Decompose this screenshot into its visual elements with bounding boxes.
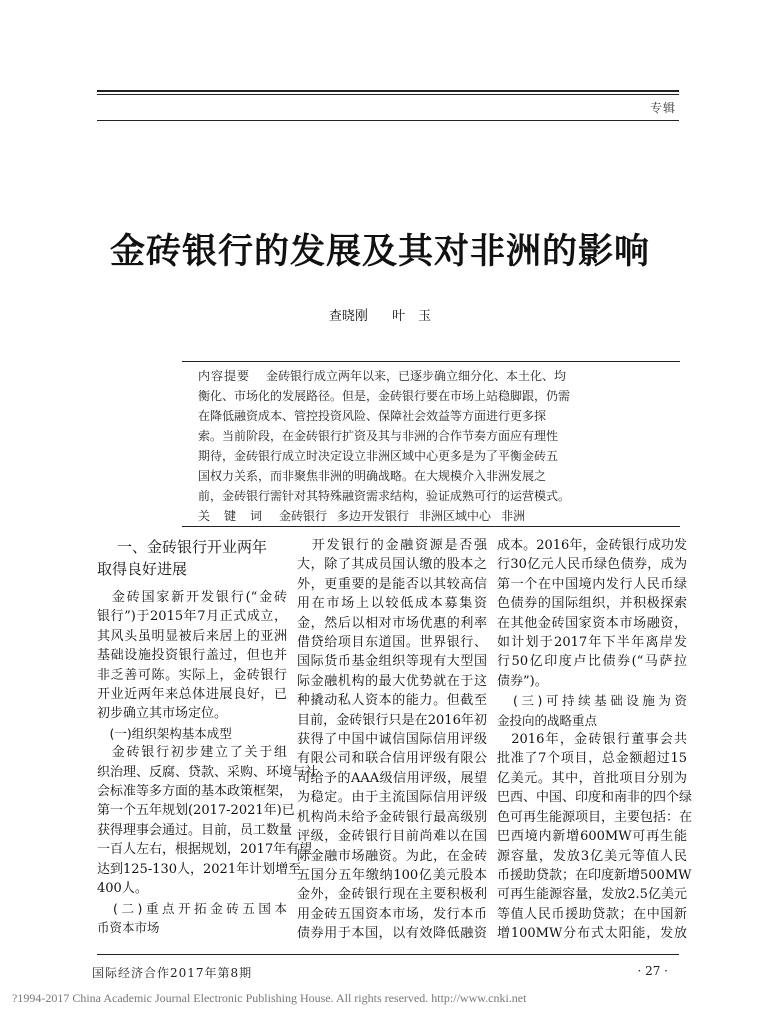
- section-heading-line: 一、金砖银行开业两年: [116, 538, 267, 556]
- body-text-line: 获得了中国中诚信国际信用评级: [297, 732, 487, 748]
- body-text-line: 巴西、中国、印度和南非的四个绿: [497, 790, 693, 806]
- body-text-line: 币援助贷款；在印度新增500MW: [497, 867, 692, 883]
- body-text-line: 外，更重要的是能否以其较高信: [297, 576, 487, 592]
- abstract-line: 期待，金砖银行成立时决定设立非洲区域中心更多是为了平衡金砖五: [198, 449, 559, 463]
- body-text-line: 金砖国家新开发银行(“金砖: [97, 590, 287, 605]
- body-text-line: 2016年，金砖银行董事会共: [497, 732, 687, 748]
- body-text-line: 为稳定。由于主流国际信用评级: [297, 790, 487, 806]
- body-text-line: 色可再生能源项目，主要包括：在: [497, 809, 693, 825]
- body-text-line: 初步确立其市场定位。: [97, 706, 228, 722]
- body-text-line: 如计划于2017年下半年离岸发: [497, 635, 687, 651]
- section-tag-underline: [97, 120, 679, 121]
- body-text-line: 司给予的AAA级信用评级，展望: [297, 770, 487, 786]
- section-tag: 专辑: [649, 101, 676, 115]
- body-column-right: [497, 536, 693, 944]
- section-heading-line: 金投向的战略重点: [497, 712, 598, 728]
- body-text-line: 第一个五年规划(2017-2021年)已: [97, 803, 295, 819]
- footer-rule: [97, 954, 679, 955]
- body-text-line: 基础设施投资银行盖过，但也并: [97, 648, 287, 664]
- authors: [0, 305, 760, 324]
- abstract: [198, 366, 580, 526]
- section-heading-line: (一)组织架构基本成型: [97, 725, 232, 741]
- keyword: 金砖银行: [279, 509, 328, 523]
- body-text-line: 批准了7个项目，总金额超过15: [497, 751, 687, 767]
- body-text-line: 开业近两年来总体进展良好，已: [97, 687, 287, 703]
- section-heading-line: 币资本市场: [97, 919, 160, 935]
- body-text-line: 大，除了其成员国认缴的股本之: [297, 557, 487, 573]
- body-text-line: 在其他金砖国家资本市场融资，: [497, 615, 687, 631]
- body-text-line: 一百人左右，根据规划，2017年有望: [97, 842, 313, 858]
- body-text-line: 目前，金砖银行只是在2016年初: [297, 712, 487, 728]
- body-text-line: 织治理、反腐、贷款、采购、环境与社: [97, 764, 319, 780]
- abstract-line: 前，金砖银行需针对其特殊融资需求结构，验证成熟可行的运营模式。: [198, 489, 571, 503]
- body-text-line: 行50亿印度卢比债券(“马萨拉: [497, 654, 687, 670]
- body-text-line: 债券用于本国，以有效降低融资: [297, 926, 487, 942]
- body-text-line: 获得理事会通过。目前，员工数量: [97, 822, 293, 838]
- body-text-line: 可再生能源容量，发放2.5亿美元: [497, 887, 687, 903]
- body-column-middle: [297, 536, 487, 944]
- body-text-line: 行30亿元人民币绿色债券，成为: [497, 557, 687, 573]
- body-text-line: 际金融市场融资。为此，在金砖: [297, 848, 487, 864]
- body-text-line: 其风头虽明显被后来居上的亚洲: [97, 628, 287, 644]
- abstract-line: 在降低融资成本、管控投资风险、保障社会效益等方面进行更多探: [198, 409, 547, 423]
- body-text-line: 金外，金砖银行现在主要积极利: [297, 887, 487, 903]
- body-text-line: 源容量，发放3亿美元等值人民: [497, 848, 687, 864]
- abstract-rule-top: [182, 361, 680, 362]
- abstract-line: 内容提要 金砖银行成立两年以来，已逐步确立细分化、本土化、均: [198, 369, 567, 383]
- section-heading-line: (三)可持续基础设施为资: [497, 693, 687, 709]
- article-title: 金砖银行的发展及其对非洲的影响: [109, 232, 650, 272]
- keywords-line: [198, 506, 580, 526]
- body-text-line: 机构尚未给予金砖银行最高级别: [297, 809, 487, 825]
- abstract-rule-bottom: [182, 526, 680, 527]
- body-text-line: 银行”)于2015年7月正式成立，: [97, 609, 287, 625]
- body-text-line: 债券”)。: [497, 673, 548, 689]
- keyword: 多边开发银行: [337, 509, 410, 523]
- copyright-notice: ?1994-2017 China Academic Journal Electronic Publishing House. All rights reserved. http://www.cnki.net: [12, 991, 527, 1005]
- section-heading-line: (二)重点开拓金砖五国本: [97, 900, 287, 916]
- body-text-line: 第一个在中国境内发行人民币绿: [497, 576, 687, 592]
- abstract-label: 内容提要: [198, 369, 251, 383]
- body-column-left: [97, 536, 319, 937]
- body-text-line: 成本。2016年，金砖银行成功发: [497, 538, 687, 553]
- body-text-line: 色债券的国际组织，并积极探索: [497, 596, 687, 612]
- body-text-line: 金，然后以相对市场优惠的利率: [297, 615, 487, 631]
- body-text-line: 用在市场上以较低成本募集资: [297, 596, 487, 612]
- header-rule-top: [97, 90, 679, 92]
- body-text-line: 金砖银行初步建立了关于组: [97, 745, 287, 761]
- body-text-line: 开发银行的金融资源是否强: [297, 538, 487, 553]
- body-text-line: 增100MW分布式太阳能，发放: [497, 926, 687, 942]
- body-text-line: 用金砖五国资本市场，发行本币: [297, 906, 487, 922]
- footer-journal: 国际经济合作2017年第8期: [92, 966, 253, 980]
- body-text-line: 会标准等多方面的基本政策框架，: [97, 784, 293, 800]
- header-rule-bottom: [97, 94, 679, 95]
- body-text-line: 巴西境内新增600MW可再生能: [497, 829, 687, 845]
- body-text-line: 种撬动私人资本的能力。但截至: [297, 693, 487, 709]
- body-text-line: 际金融机构的最大优势就在于这: [297, 673, 487, 689]
- page-number: · 27 ·: [637, 964, 668, 978]
- author-name: 查晓刚: [328, 309, 368, 324]
- body-text-line: 五国分五年缴纳100亿美元股本: [297, 867, 487, 883]
- keywords-label: 关 键 词: [198, 509, 264, 523]
- abstract-line: 衡化、市场化的发展路径。但是，金砖银行要在市场上站稳脚跟，仍需: [198, 389, 571, 403]
- keyword: 非洲区域中心: [419, 509, 492, 523]
- body-text-line: 达到125-130人，2021年计划增至: [97, 861, 302, 877]
- body-text-line: 400人。: [97, 881, 148, 897]
- body-text-line: 非乏善可陈。实际上，金砖银行: [97, 667, 287, 683]
- body-text-line: 等值人民币援助贷款；在中国新: [497, 906, 687, 922]
- body-text-line: 亿美元。其中，首批项目分别为: [497, 770, 687, 786]
- keyword: 非洲: [501, 509, 526, 523]
- section-heading-line: 取得良好进展: [97, 560, 188, 578]
- abstract-line: 国权力关系，而非聚焦非洲的明确战略。在大规模介入非洲发展之: [198, 469, 547, 483]
- body-text-line: 有限公司和联合信用评级有限公: [297, 751, 487, 767]
- author-name: 叶 玉: [392, 309, 432, 324]
- abstract-line: 索。当前阶段，在金砖银行扩资及其与非洲的合作节奏方面应有理性: [198, 429, 559, 443]
- body-text-line: 评级，金砖银行目前尚难以在国: [297, 829, 487, 845]
- body-text-line: [97, 580, 287, 588]
- body-text-line: 借贷给项目东道国。世界银行、: [297, 635, 487, 651]
- body-text-line: 国际货币基金组织等现有大型国: [297, 654, 487, 670]
